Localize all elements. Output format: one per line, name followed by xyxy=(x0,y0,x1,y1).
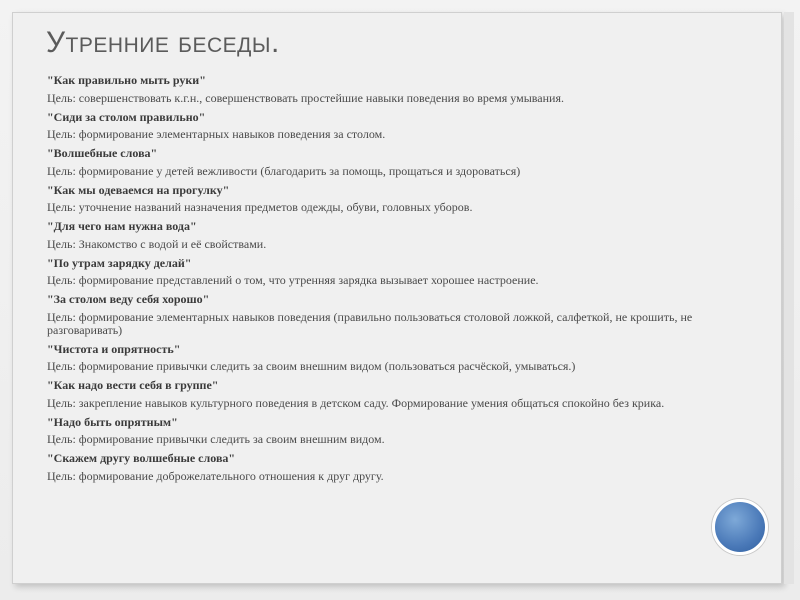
topic-goal: Цель: формирование привычки следить за своим внешним видом. xyxy=(47,432,385,446)
topic-title: "Надо быть опрятным" xyxy=(47,414,178,429)
topic-title: "Как правильно мыть руки" xyxy=(47,73,206,87)
topic-goal: Цель: Знакомство с водой и её свойствами. xyxy=(47,236,267,251)
topic-goal: Цель: формирование элементарных навыков поведения (правильно пользоваться столовой ложкой, салфеткой, не крошить, не разговаривать) xyxy=(47,309,693,337)
topic-goal: Цель: формирование у детей вежливости (благодарить за помощь, прощаться и здороваться) xyxy=(47,163,521,178)
topic-goal: Цель: формирование представлений о том, что утренняя зарядка вызывает хорошее настроение. xyxy=(47,273,539,287)
topic-title: "Волшебные слова" xyxy=(47,146,158,160)
slide-title: Утренние беседы. xyxy=(46,26,280,59)
slide-side-bar xyxy=(784,12,794,584)
decorative-circle-icon xyxy=(712,499,768,555)
topic-title: "Как мы одеваемся на прогулку" xyxy=(47,182,230,197)
topic-title: "По утрам зарядку делай" xyxy=(47,255,192,270)
topic-title: "Для чего нам нужна вода" xyxy=(47,219,197,233)
topic-title: "Как надо вести себя в группе" xyxy=(47,378,219,392)
topic-goal: Цель: уточнение названий назначения предметов одежды, обуви, головных уборов. xyxy=(47,200,473,214)
topic-goal: Цель: формирование доброжелательного отношения к друг другу. xyxy=(47,468,384,483)
topic-goal: Цель: закрепление навыков культурного поведения в детском саду. Формирование умения общаться спокойно без крика. xyxy=(47,395,665,410)
topic-goal: Цель: совершенствовать к.г.н., совершенствовать простейшие навыки поведения во время умывания. xyxy=(47,90,564,105)
topic-title: "Чистота и опрятность" xyxy=(47,341,181,356)
topic-goal: Цель: формирование привычки следить за своим внешним видом (пользоваться расчёской, умываться.) xyxy=(47,359,576,373)
topic-goal: Цель: формирование элементарных навыков поведения за столом. xyxy=(47,127,386,141)
topics-list xyxy=(47,72,697,487)
topic-title: "Сиди за столом правильно" xyxy=(47,109,206,124)
topic-title: "Скажем другу волшебные слова" xyxy=(47,451,236,465)
topic-title: "За столом веду себя хорошо" xyxy=(47,292,210,306)
